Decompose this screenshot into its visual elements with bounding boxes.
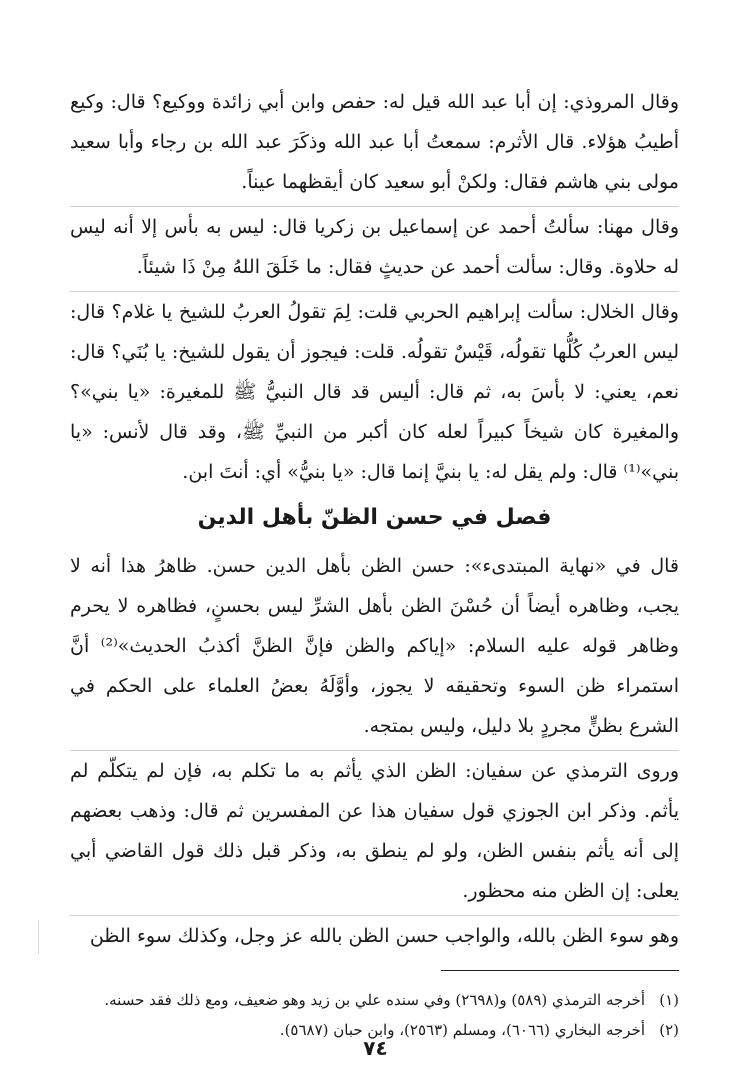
footnote-number: (٢) xyxy=(659,1021,679,1039)
scan-edge-mark xyxy=(38,920,39,954)
footnote-separator xyxy=(441,970,679,971)
footnote-number: (١) xyxy=(659,991,679,1009)
section-heading: فصل في حسن الظنّ بأهل الدين xyxy=(197,505,552,530)
footnote-text: أخرجه البخاري (٦٠٦٦)، ومسلم (٢٥٦٣)، وابن حبان (٥٦٨٧). xyxy=(279,1021,645,1039)
paragraph-marwazi: وقال المروذي: إن أبا عبد الله قيل له: حفص وابن أبي زائدة ووكيع؟ قال: وكيع أطيبُ هؤلاء. قال الأثرم: سمعتُ أبا عبد الله وذكَرَ عبد الله بن رجاء وأبا سعيد مولى بني هاشم فقال: ولكنْ أبو سعيد كان أيقظهما عيناً. xyxy=(70,91,679,193)
page-number: ٧٤ xyxy=(363,1036,388,1060)
paragraph-nihaya: قال في «نهاية المبتدىء»: حسن الظن بأهل الدين حسن. ظاهرُ هذا أنه لا يجب، وظاهره أيضاً أن حُسْنَ الظن بأهل الشرِّ ليس بحسنٍ، فظاهره لا يحرم وظاهر قوله عليه السلام: «إياكم والظن فإنَّ الظنَّ أكذبُ الحديث»⁽²⁾ أنَّ استمراء ظن السوء وتحقيقه لا يجوز، وأوَّلَهُ بعضُ العلماء على الحكم في الشرع بظنٍّ مجردٍ بلا دليل، وليس بمتجه. xyxy=(70,555,679,737)
footnote-1 xyxy=(70,985,679,1015)
paragraph-suu-zann: وهو سوء الظن بالله، والواجب حسن الظن بالله عز وجل، وكذلك سوء الظن xyxy=(89,925,679,947)
bottom-section xyxy=(70,546,679,956)
top-section xyxy=(70,82,679,492)
paragraph-muhanna: وقال مهنا: سألتُ أحمد عن إسماعيل بن زكريا قال: ليس به بأس إلا أنه ليس له حلاوة. وقال: سألت أحمد عن حديثٍ فقال: ما خَلَقَ اللهُ مِنْ ذَا شيئاً. xyxy=(70,216,679,278)
footnote-text: أخرجه الترمذي (٥٨٩) و(٢٦٩٨) وفي سنده علي بن زيد وهو ضعيف، ومع ذلك فقد حسنه. xyxy=(104,991,645,1009)
paragraph-khallal: وقال الخلال: سألت إبراهيم الحربي قلت: لِمَ تقولُ العربُ للشيخ يا غلام؟ قال: ليس العربُ كُلُّها تقولُه، قَيْسٌ تقولُه. قلت: فيجوز أن يقول للشيخ: يا بُنَي؟ قال: نعم، يعني: لا بأسَ به، ثم قال: أليس قد قال النبيُّ ﷺ للمغيرة: «يا بني»؟ والمغيرة كان شيخاً كبيراً لعله كان أكبر من النبيِّ ﷺ، وقد قال لأنس: «يا بني»⁽¹⁾ قال: ولم يقل له: يا بنيَّ إنما قال: «يا بنيُّ» أي: أنتَ ابن. xyxy=(70,301,679,483)
paragraph-tirmidhi: وروى الترمذي عن سفيان: الظن الذي يأثم به ما تكلم به، فإن لم يتكلّم لم يأثم. وذكر ابن الجوزي قول سفيان هذا عن المفسرين ثم قال: وذهب بعضهم إلى أنه يأثم بنفس الظن، ولو لم ينطق به، وذكر قبل ذلك قول القاضي أبي يعلى: إن الظن منه محظور. xyxy=(70,760,679,902)
